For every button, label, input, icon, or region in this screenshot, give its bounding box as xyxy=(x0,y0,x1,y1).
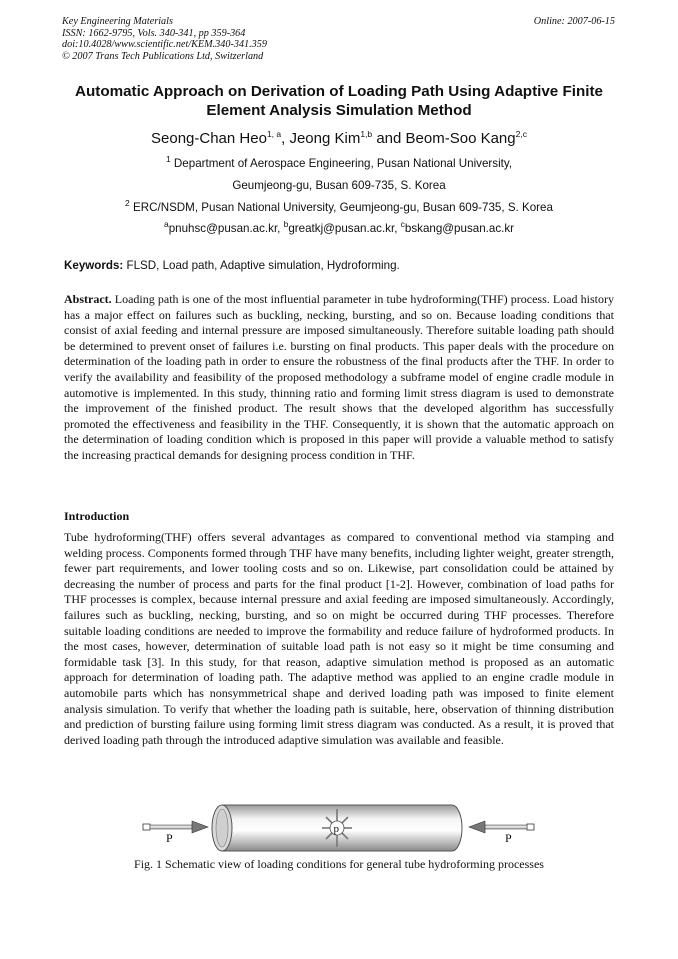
title-line-1: Automatic Approach on Derivation of Loading Path Using Adaptive Finite xyxy=(75,83,603,100)
email-b[interactable]: greatkj@pusan.ac.kr, xyxy=(288,222,401,235)
affiliation-1-line-1: Department of Aerospace Engineering, Pusan National University, xyxy=(173,157,513,170)
author-2-affil: 1,b xyxy=(360,129,373,139)
journal-name: Key Engineering Materials xyxy=(62,16,173,27)
email-list xyxy=(40,219,638,235)
email-a[interactable]: pnuhsc@pusan.ac.kr, xyxy=(168,222,284,235)
figure-caption: Fig. 1 Schematic view of loading conditions for general tube hydroforming processes xyxy=(134,857,544,871)
author-separator: , xyxy=(281,130,290,147)
affiliation-1-line-2: Geumjeong-gu, Busan 609-735, S. Korea xyxy=(232,179,446,192)
journal-header xyxy=(62,16,267,62)
keywords-text: FLSD, Load path, Adaptive simulation, Hydroforming. xyxy=(123,259,400,272)
abstract xyxy=(64,292,614,464)
issn: ISSN: 1662-9795, Vols. 340-341, pp 359-364 xyxy=(62,27,246,39)
left-axial-force-arrow xyxy=(143,821,208,833)
abstract-label: Abstract. xyxy=(64,292,112,306)
title-line-2: Element Analysis Simulation Method xyxy=(206,102,472,119)
author-3: Beom-Soo Kang xyxy=(405,130,516,147)
author-1: Seong-Chan Heo xyxy=(151,130,267,147)
right-force-label: P xyxy=(505,831,512,845)
email-a-marker: a xyxy=(163,219,169,230)
pressure-label: p xyxy=(333,823,339,835)
introduction-text: Tube hydroforming(THF) offers several advantages as compared to conventional method via stamping and welding process. Components formed through THF have many benefits, including lighter weight, greater strength, fewer part requirements, and lower tooling costs and so on. Likewise, part consolidation could be attained by decreasing the number of process and parts for the final product [1-2]. However, combination of load paths for THF processes is complex, because internal pressure and axial feeding are imposed simultaneously. Accordingly, failures such as buckling, necking, bursting, and so on might be occurred during THF processes. Therefore suitable loading conditions are needed to improve the formability and reduce failure of hydroformed products. In the most cases, however, determination of suitable load path is not easy so it might be time consuming and formidable task [3]. In this study, for that reason, adaptive simulation method is proposed as an automatic approach for determination of loading path. The adaptive method was applied to an engine cradle module in automobile parts which has nonsymmetrical shape and derived loading path was imposed to finite element analysis simulation. To verify that whether the loading path is suitable, here, observation of thinning distribution and prediction of bursting failure using forming limit stress diagram was conducted. As a result, it is proved that derived loading path through the introduced adaptive simulation was available and feasible. xyxy=(64,530,614,747)
email-c[interactable]: bskang@pusan.ac.kr xyxy=(404,222,514,235)
tube-loading-figure xyxy=(0,798,678,858)
affiliation-1 xyxy=(40,154,638,170)
affiliation-1-number: 1 xyxy=(165,154,171,165)
doi: doi:10.4028/www.scientific.net/KEM.340-341.359 xyxy=(62,39,267,51)
left-force-label: P xyxy=(166,831,173,845)
affiliation-2 xyxy=(40,198,638,214)
author-3-affil: 2,c xyxy=(515,129,527,139)
right-axial-force-arrow xyxy=(469,821,534,833)
affiliation-2-text: ERC/NSDM, Pusan National University, Geumjeong-gu, Busan 609-735, S. Korea xyxy=(133,201,553,214)
keywords-label: Keywords: xyxy=(64,259,124,272)
abstract-text: Loading path is one of the most influential parameter in tube hydroforming(THF) process. Load history has a major effect on failures such as buckling, necking, bursting, and so on. Because loading conditions that consist of axial feeding and internal pressure are imposed simultaneously. Therefore suitable loading path should be determined to prevent onset of failures i.e. bursting on final products. This paper deals with the procedure on determination of the loading path in order to ensure the robustness of the final products after the THF. In order to verify the availability and feasibility of the proposed methodology a subframe model of engine cradle module in automotive is implemented. In this study, thinning ratio and forming limit stress diagram is used to demonstrate the improvement of the finished product. The result shows that the developed algorithm has successfully promoted the effectiveness and feasibility in the THF. Consequently, it is shown that the automatic approach on the determination of loading condition which is proposed in this paper will provide a valuable method to satisfy the increasing practical demands for designing process condition in THF. xyxy=(64,292,614,462)
online-date: Online: 2007-06-15 xyxy=(533,16,615,27)
author-2: Jeong Kim xyxy=(289,130,361,147)
copyright: © 2007 Trans Tech Publications Ltd, Switzerland xyxy=(62,50,264,62)
keywords xyxy=(64,259,400,272)
introduction-heading: Introduction xyxy=(64,509,130,523)
paper-title xyxy=(40,82,638,120)
email-b-marker: b xyxy=(283,219,289,230)
author-1-affil: 1, a xyxy=(266,129,282,139)
author-list xyxy=(40,130,638,147)
affiliation-2-number: 2 xyxy=(125,198,130,209)
author-and: and xyxy=(372,130,406,147)
email-c-marker: c xyxy=(400,219,405,230)
